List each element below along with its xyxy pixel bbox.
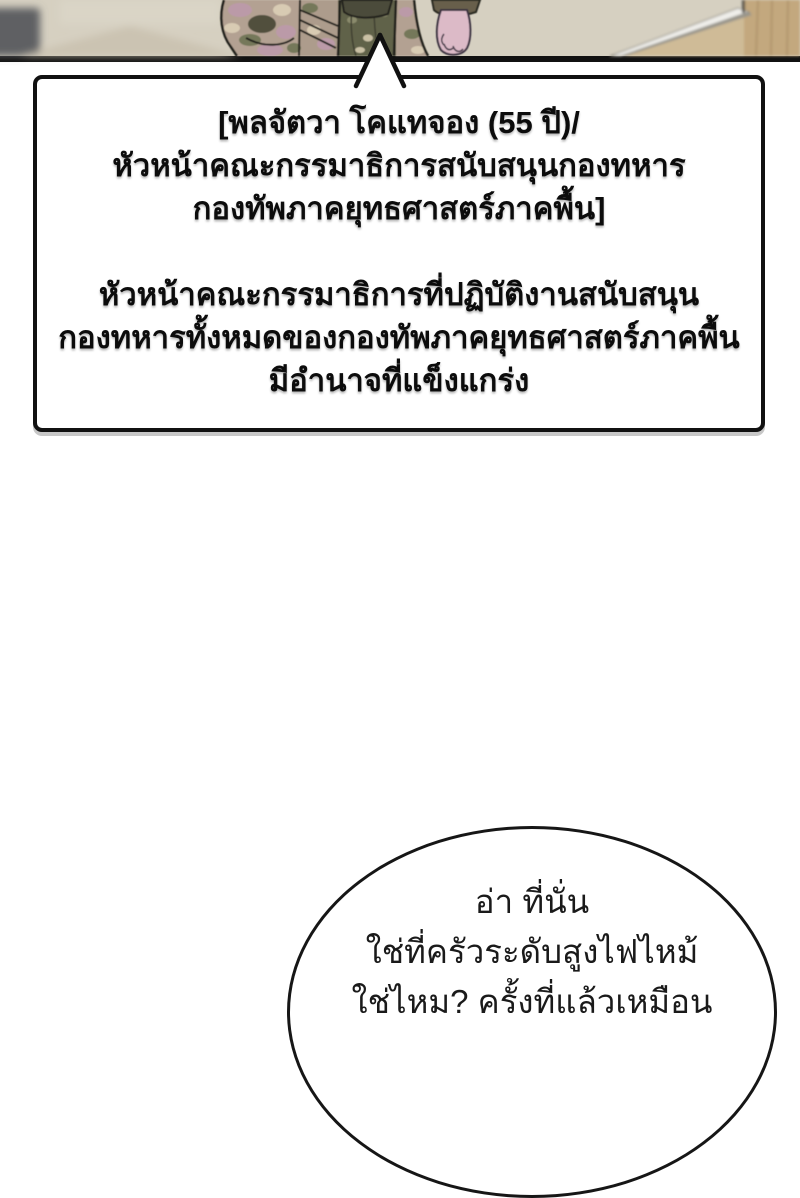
speech-tail: [350, 30, 410, 88]
bubble-line: อ่า ที่นั่น: [474, 883, 590, 920]
bubble-line: ใช่ไหม? ครั้งที่แล้วเหมือน: [351, 983, 713, 1020]
blurred-cabinet: [0, 8, 40, 56]
narration-line: กองทหารทั้งหมดของกองทัพภาคยุทธศาสตร์ภาคพื้น: [58, 320, 740, 355]
narration-box: [33, 75, 765, 432]
narration-line: หัวหน้าคณะกรรมาธิการที่ปฏิบัติงานสนับสนุน: [98, 277, 700, 312]
door-edge-line: [742, 0, 745, 13]
narration-line: [พลจัตวา โคแทจอง (55 ปี)/: [218, 105, 580, 140]
shoulder-flap: [342, 0, 392, 18]
narration-line: หัวหน้าคณะกรรมาธิการสนับสนุนกองทหาร: [112, 148, 686, 183]
narration-paragraph-1: [37, 101, 761, 230]
narration-line: กองทัพภาคยุทธศาสตร์ภาคพื้น]: [192, 191, 606, 226]
speech-bubble-text: [290, 877, 774, 1027]
speech-bubble: [287, 826, 777, 1198]
narration-line: มีอำนาจที่แข็งแกร่ง: [268, 363, 530, 398]
narration-paragraph-2: [37, 273, 761, 402]
bubble-line: ใช่ที่ครัวระดับสูงไฟไหม้: [365, 933, 699, 970]
